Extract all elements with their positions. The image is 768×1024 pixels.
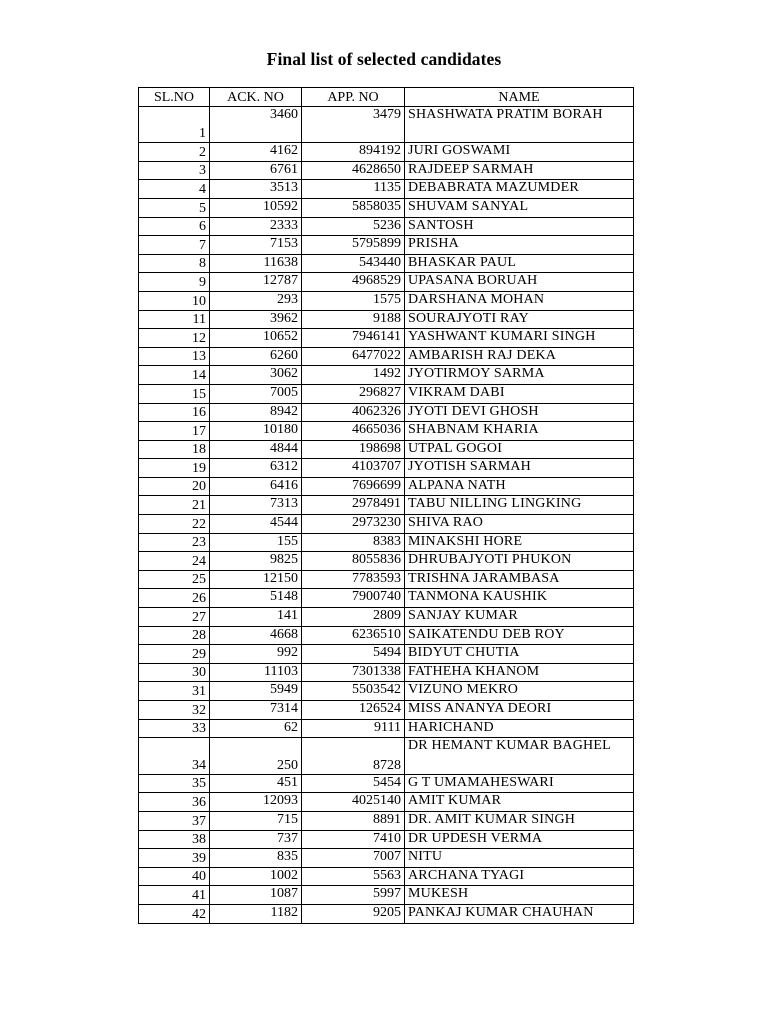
app-no-cell: 5858035: [302, 198, 405, 217]
candidate-name-cell: DR. AMIT KUMAR SINGH: [405, 811, 634, 830]
app-no-cell: 1492: [302, 366, 405, 385]
sl-no-cell: 12: [139, 329, 210, 348]
ack-no-cell: 5949: [210, 682, 302, 701]
app-no-cell: 9205: [302, 904, 405, 923]
app-no-cell: 2978491: [302, 496, 405, 515]
candidate-name-cell: SHUVAM SANYAL: [405, 198, 634, 217]
candidate-name-cell: AMIT KUMAR: [405, 793, 634, 812]
table-row: [139, 811, 634, 830]
candidate-name-cell: SAIKATENDU DEB ROY: [405, 626, 634, 645]
sl-no-cell: 24: [139, 552, 210, 571]
candidate-name-cell: DR HEMANT KUMAR BAGHEL: [405, 738, 634, 775]
app-no-cell: 7696699: [302, 477, 405, 496]
ack-no-cell: 737: [210, 830, 302, 849]
column-header-sl-no: SL.NO: [139, 88, 210, 107]
app-no-cell: 6477022: [302, 347, 405, 366]
sl-no-cell: 32: [139, 701, 210, 720]
sl-no-cell: 23: [139, 533, 210, 552]
table-row: [139, 793, 634, 812]
table-row: [139, 719, 634, 738]
candidate-name-cell: JYOTISH SARMAH: [405, 459, 634, 478]
candidate-name-cell: SANJAY KUMAR: [405, 608, 634, 627]
candidate-name-cell: NITU: [405, 849, 634, 868]
ack-no-cell: 992: [210, 645, 302, 664]
sl-no-cell: 27: [139, 608, 210, 627]
ack-no-cell: 3062: [210, 366, 302, 385]
column-header-app-no: APP. NO: [302, 88, 405, 107]
candidate-name-cell: DHRUBAJYOTI PHUKON: [405, 552, 634, 571]
candidate-name-cell: UPASANA BORUAH: [405, 273, 634, 292]
page-title: Final list of selected candidates: [266, 49, 502, 69]
app-no-cell: 126524: [302, 701, 405, 720]
candidate-name-cell: UTPAL GOGOI: [405, 440, 634, 459]
table-row: [139, 217, 634, 236]
sl-no-cell: 7: [139, 236, 210, 255]
sl-no-cell: 6: [139, 217, 210, 236]
app-no-cell: 5563: [302, 867, 405, 886]
candidate-name-cell: JYOTI DEVI GHOSH: [405, 403, 634, 422]
app-no-cell: 5503542: [302, 682, 405, 701]
table-row: [139, 570, 634, 589]
app-no-cell: 4062326: [302, 403, 405, 422]
table-row: [139, 422, 634, 441]
table-row: [139, 608, 634, 627]
ack-no-cell: 9825: [210, 552, 302, 571]
table-row: [139, 273, 634, 292]
app-no-cell: 4628650: [302, 161, 405, 180]
sl-no-cell: 36: [139, 793, 210, 812]
sl-no-cell: 3: [139, 161, 210, 180]
sl-no-cell: 33: [139, 719, 210, 738]
sl-no-cell: 31: [139, 682, 210, 701]
sl-no-cell: 35: [139, 774, 210, 793]
table-row: [139, 161, 634, 180]
app-no-cell: 5997: [302, 886, 405, 905]
table-row: [139, 198, 634, 217]
sl-no-cell: 10: [139, 291, 210, 310]
sl-no-cell: 1: [139, 106, 210, 143]
ack-no-cell: 6260: [210, 347, 302, 366]
table-row: [139, 645, 634, 664]
app-no-cell: 3479: [302, 106, 405, 143]
sl-no-cell: 13: [139, 347, 210, 366]
table-row: [139, 589, 634, 608]
sl-no-cell: 39: [139, 849, 210, 868]
candidate-name-cell: SHABNAM KHARIA: [405, 422, 634, 441]
app-no-cell: 7007: [302, 849, 405, 868]
table-row: [139, 626, 634, 645]
ack-no-cell: 141: [210, 608, 302, 627]
app-no-cell: 9188: [302, 310, 405, 329]
table-row: [139, 347, 634, 366]
table-body: [139, 106, 634, 923]
sl-no-cell: 38: [139, 830, 210, 849]
candidate-name-cell: PANKAJ KUMAR CHAUHAN: [405, 904, 634, 923]
candidate-name-cell: JYOTIRMOY SARMA: [405, 366, 634, 385]
ack-no-cell: 1182: [210, 904, 302, 923]
ack-no-cell: 1002: [210, 867, 302, 886]
candidate-name-cell: TABU NILLING LINGKING: [405, 496, 634, 515]
candidate-name-cell: MISS ANANYA DEORI: [405, 701, 634, 720]
sl-no-cell: 15: [139, 384, 210, 403]
app-no-cell: 8728: [302, 738, 405, 775]
app-no-cell: 7783593: [302, 570, 405, 589]
app-no-cell: 1575: [302, 291, 405, 310]
candidate-name-cell: PRISHA: [405, 236, 634, 255]
table-row: [139, 180, 634, 199]
ack-no-cell: 451: [210, 774, 302, 793]
app-no-cell: 1135: [302, 180, 405, 199]
ack-no-cell: 11103: [210, 663, 302, 682]
ack-no-cell: 4162: [210, 143, 302, 162]
app-no-cell: 198698: [302, 440, 405, 459]
ack-no-cell: 7005: [210, 384, 302, 403]
table-row: [139, 533, 634, 552]
candidate-name-cell: JURI GOSWAMI: [405, 143, 634, 162]
table-row: [139, 738, 634, 775]
ack-no-cell: 7313: [210, 496, 302, 515]
table-row: [139, 440, 634, 459]
app-no-cell: 5494: [302, 645, 405, 664]
sl-no-cell: 26: [139, 589, 210, 608]
app-no-cell: 296827: [302, 384, 405, 403]
candidate-name-cell: TRISHNA JARAMBASA: [405, 570, 634, 589]
ack-no-cell: 7314: [210, 701, 302, 720]
candidate-name-cell: VIKRAM DABI: [405, 384, 634, 403]
sl-no-cell: 5: [139, 198, 210, 217]
table-row: [139, 477, 634, 496]
app-no-cell: 8383: [302, 533, 405, 552]
sl-no-cell: 18: [139, 440, 210, 459]
ack-no-cell: 8942: [210, 403, 302, 422]
table-row: [139, 552, 634, 571]
candidate-name-cell: HARICHAND: [405, 719, 634, 738]
table-row: [139, 515, 634, 534]
table-row: [139, 663, 634, 682]
ack-no-cell: 715: [210, 811, 302, 830]
ack-no-cell: 6312: [210, 459, 302, 478]
app-no-cell: 7946141: [302, 329, 405, 348]
ack-no-cell: 6761: [210, 161, 302, 180]
ack-no-cell: 6416: [210, 477, 302, 496]
candidates-table: [138, 87, 634, 924]
sl-no-cell: 41: [139, 886, 210, 905]
ack-no-cell: 4668: [210, 626, 302, 645]
table-row: [139, 886, 634, 905]
table-row: [139, 849, 634, 868]
table-row: [139, 143, 634, 162]
candidate-name-cell: G T UMAMAHESWARI: [405, 774, 634, 793]
candidate-name-cell: MINAKSHI HORE: [405, 533, 634, 552]
sl-no-cell: 20: [139, 477, 210, 496]
candidate-name-cell: TANMONA KAUSHIK: [405, 589, 634, 608]
app-no-cell: 2809: [302, 608, 405, 627]
candidate-name-cell: AMBARISH RAJ DEKA: [405, 347, 634, 366]
ack-no-cell: 12093: [210, 793, 302, 812]
table-row: [139, 254, 634, 273]
sl-no-cell: 9: [139, 273, 210, 292]
table-row: [139, 904, 634, 923]
app-no-cell: 4103707: [302, 459, 405, 478]
table-row: [139, 403, 634, 422]
ack-no-cell: 155: [210, 533, 302, 552]
app-no-cell: 4968529: [302, 273, 405, 292]
sl-no-cell: 2: [139, 143, 210, 162]
table-row: [139, 291, 634, 310]
sl-no-cell: 25: [139, 570, 210, 589]
sl-no-cell: 16: [139, 403, 210, 422]
sl-no-cell: 8: [139, 254, 210, 273]
ack-no-cell: 7153: [210, 236, 302, 255]
table-row: [139, 366, 634, 385]
column-header-ack-no: ACK. NO: [210, 88, 302, 107]
ack-no-cell: 250: [210, 738, 302, 775]
candidate-name-cell: YASHWANT KUMARI SINGH: [405, 329, 634, 348]
candidate-name-cell: RAJDEEP SARMAH: [405, 161, 634, 180]
ack-no-cell: 10180: [210, 422, 302, 441]
app-no-cell: 894192: [302, 143, 405, 162]
candidate-name-cell: ALPANA NATH: [405, 477, 634, 496]
ack-no-cell: 835: [210, 849, 302, 868]
table-row: [139, 682, 634, 701]
ack-no-cell: 3962: [210, 310, 302, 329]
ack-no-cell: 3460: [210, 106, 302, 143]
app-no-cell: 7410: [302, 830, 405, 849]
candidate-name-cell: FATHEHA KHANOM: [405, 663, 634, 682]
table-row: [139, 701, 634, 720]
candidate-name-cell: SANTOSH: [405, 217, 634, 236]
sl-no-cell: 40: [139, 867, 210, 886]
table-header-row: [139, 88, 634, 107]
app-no-cell: 4665036: [302, 422, 405, 441]
sl-no-cell: 17: [139, 422, 210, 441]
candidate-name-cell: DEBABRATA MAZUMDER: [405, 180, 634, 199]
table-row: [139, 236, 634, 255]
ack-no-cell: 10652: [210, 329, 302, 348]
candidate-name-cell: ARCHANA TYAGI: [405, 867, 634, 886]
ack-no-cell: 12150: [210, 570, 302, 589]
sl-no-cell: 11: [139, 310, 210, 329]
app-no-cell: 5236: [302, 217, 405, 236]
app-no-cell: 8891: [302, 811, 405, 830]
app-no-cell: 6236510: [302, 626, 405, 645]
sl-no-cell: 28: [139, 626, 210, 645]
candidate-name-cell: DR UPDESH VERMA: [405, 830, 634, 849]
sl-no-cell: 29: [139, 645, 210, 664]
ack-no-cell: 62: [210, 719, 302, 738]
candidate-name-cell: BHASKAR PAUL: [405, 254, 634, 273]
table-row: [139, 774, 634, 793]
sl-no-cell: 42: [139, 904, 210, 923]
candidate-name-cell: BIDYUT CHUTIA: [405, 645, 634, 664]
app-no-cell: 8055836: [302, 552, 405, 571]
table-row: [139, 384, 634, 403]
ack-no-cell: 5148: [210, 589, 302, 608]
table-row: [139, 106, 634, 143]
candidate-name-cell: VIZUNO MEKRO: [405, 682, 634, 701]
ack-no-cell: 4844: [210, 440, 302, 459]
table-row: [139, 830, 634, 849]
table-row: [139, 496, 634, 515]
sl-no-cell: 19: [139, 459, 210, 478]
ack-no-cell: 4544: [210, 515, 302, 534]
sl-no-cell: 14: [139, 366, 210, 385]
candidate-name-cell: MUKESH: [405, 886, 634, 905]
ack-no-cell: 10592: [210, 198, 302, 217]
sl-no-cell: 22: [139, 515, 210, 534]
ack-no-cell: 293: [210, 291, 302, 310]
candidate-name-cell: SOURAJYOTI RAY: [405, 310, 634, 329]
column-header-name: NAME: [405, 88, 634, 107]
sl-no-cell: 4: [139, 180, 210, 199]
sl-no-cell: 37: [139, 811, 210, 830]
candidate-name-cell: SHIVA RAO: [405, 515, 634, 534]
ack-no-cell: 11638: [210, 254, 302, 273]
sl-no-cell: 21: [139, 496, 210, 515]
app-no-cell: 543440: [302, 254, 405, 273]
ack-no-cell: 3513: [210, 180, 302, 199]
app-no-cell: 9111: [302, 719, 405, 738]
ack-no-cell: 1087: [210, 886, 302, 905]
table-row: [139, 459, 634, 478]
app-no-cell: 7301338: [302, 663, 405, 682]
candidate-name-cell: SHASHWATA PRATIM BORAH: [405, 106, 634, 143]
app-no-cell: 2973230: [302, 515, 405, 534]
sl-no-cell: 30: [139, 663, 210, 682]
ack-no-cell: 12787: [210, 273, 302, 292]
candidate-name-cell: DARSHANA MOHAN: [405, 291, 634, 310]
app-no-cell: 5795899: [302, 236, 405, 255]
table-row: [139, 867, 634, 886]
table-row: [139, 310, 634, 329]
sl-no-cell: 34: [139, 738, 210, 775]
app-no-cell: 5454: [302, 774, 405, 793]
ack-no-cell: 2333: [210, 217, 302, 236]
table-row: [139, 329, 634, 348]
app-no-cell: 7900740: [302, 589, 405, 608]
app-no-cell: 4025140: [302, 793, 405, 812]
